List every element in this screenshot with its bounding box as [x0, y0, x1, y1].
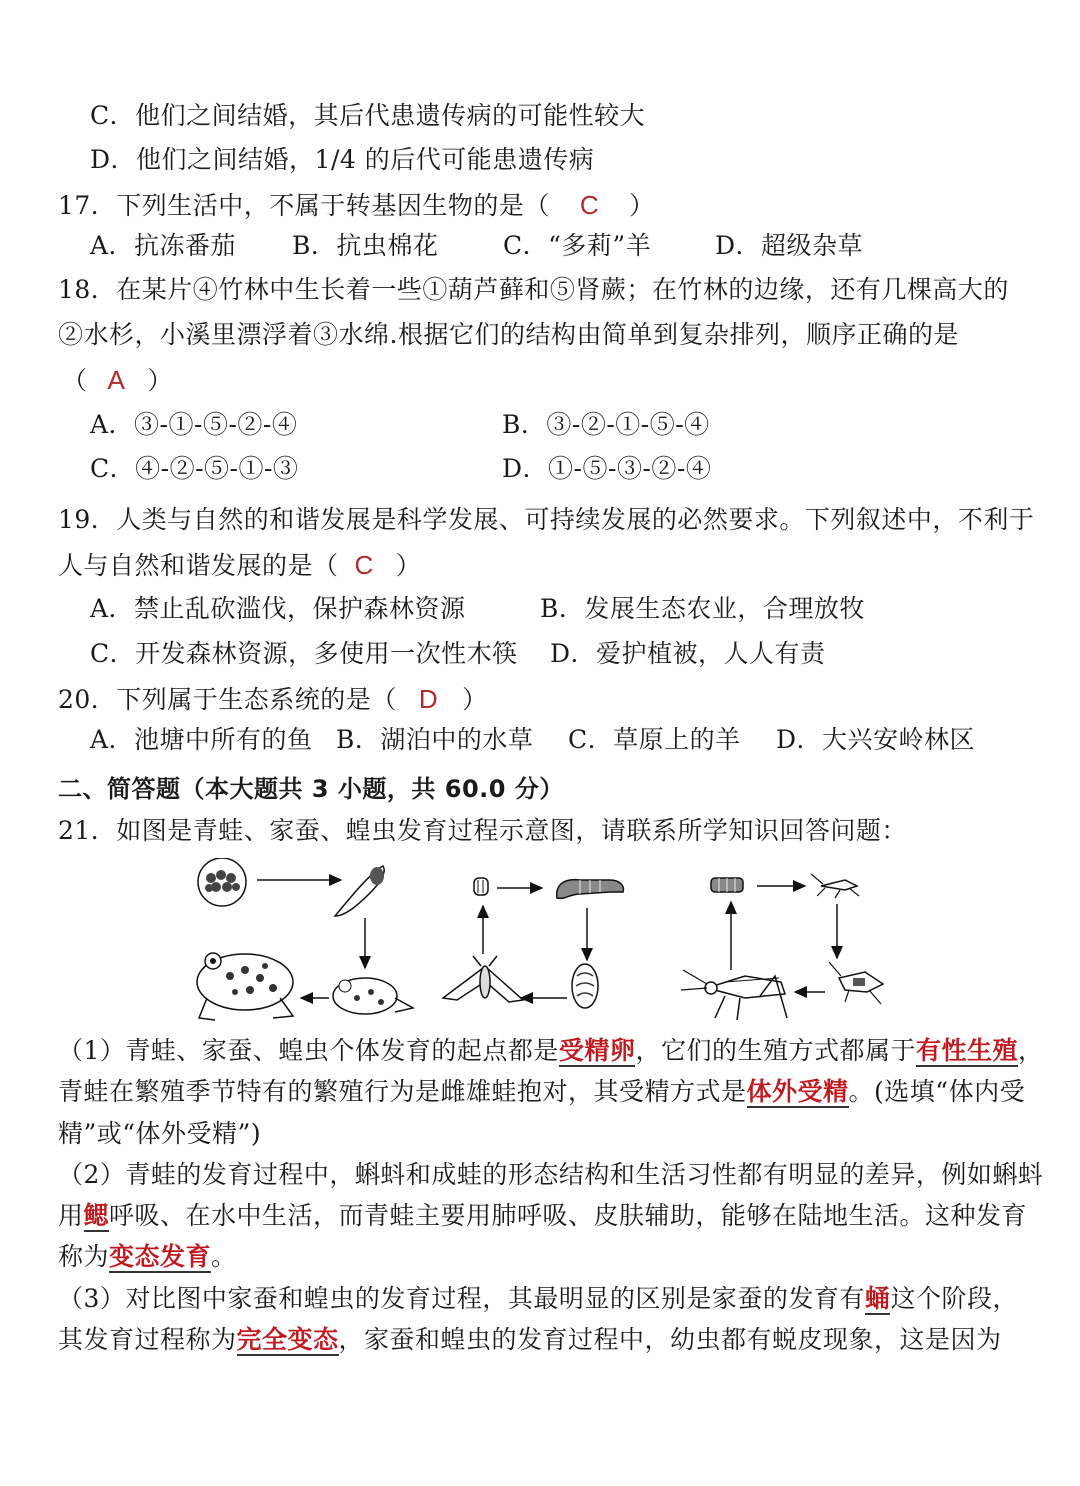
- q16-option-d: D．他们之间结婚，1/4 的后代可能患遗传病: [90, 145, 595, 174]
- q20-stem: 20．下列属于生态系统的是（ D ）: [58, 684, 488, 714]
- q18-line2: ②水杉，小溪里漂浮着③水绵.根据它们的结构由简单到复杂排列，顺序正确的是: [58, 320, 959, 349]
- q20-answer: D: [418, 684, 439, 714]
- silkworm-larva-icon: [557, 880, 624, 899]
- frog-cycle: [197, 858, 413, 1020]
- q21-part2-line2: 用鳃呼吸、在水中生活，而青蛙主要用肺呼吸、皮肤辅助，能够在陆地生活。这种发育: [58, 1201, 1028, 1230]
- q19-line2: 人与自然和谐发展的是（ C ）: [58, 550, 422, 580]
- q21-answer-pupa: 蛹: [864, 1284, 891, 1313]
- q18-answer: A: [107, 365, 126, 395]
- adult-frog-icon: [197, 953, 293, 1020]
- q18-option-a: A．③-①-⑤-②-④: [90, 410, 298, 439]
- q20-option-a: A．池塘中所有的鱼: [90, 725, 313, 754]
- silk-moth-icon: [443, 956, 523, 1002]
- q17-answer: C: [579, 190, 600, 220]
- q17-option-a: A．抗冻番茄: [90, 231, 237, 260]
- q17-stem: 17．下列生活中，不属于转基因生物的是（ C ）: [58, 190, 655, 220]
- q18-option-c: C．④-②-⑤-①-③: [90, 454, 299, 483]
- q19-line1: 19．人类与自然的和谐发展是科学发展、可持续发展的必然要求。下列叙述中，不利于: [58, 505, 1035, 534]
- q18-line1: 18．在某片④竹林中生长着一些①葫芦藓和⑤肾蕨；在竹林的边缘，还有几棵高大的: [58, 275, 1009, 304]
- nymph-large-icon: [829, 962, 883, 1004]
- q21-part3-line2: 其发育过程称为完全变态，家蚕和蝗虫的发育过程中，幼虫都有蜕皮现象，这是因为: [58, 1325, 1002, 1354]
- q18-option-b: B．③-②-①-⑤-④: [502, 410, 710, 439]
- q21-part1-line1: （1）青蛙、家蚕、蝗虫个体发育的起点都是受精卵，它们的生殖方式都属于有性生殖，: [58, 1036, 1044, 1065]
- q19-option-b: B．发展生态农业，合理放牧: [540, 594, 865, 623]
- adult-locust-icon: [681, 970, 787, 1020]
- silkworm-cycle: [443, 878, 623, 1008]
- q18-option-d: D．①-⑤-③-②-④: [502, 454, 712, 483]
- q17-option-b: B．抗虫棉花: [292, 231, 439, 260]
- q21-part1-line3: 精”或“体外受精”): [58, 1119, 262, 1148]
- silkworm-pupa-icon: [572, 964, 598, 1008]
- q21-answer-gills: 鳃: [83, 1201, 110, 1230]
- q18-answer-line: （ A ）: [62, 365, 173, 395]
- q21-answer-fertilized-egg: 受精卵: [558, 1036, 636, 1065]
- q19-answer: C: [354, 550, 374, 580]
- locust-cycle: [681, 874, 883, 1020]
- q21-part1-line2: 青蛙在繁殖季节特有的繁殖行为是雌雄蛙抱对，其受精方式是体外受精。(选填“体内受: [58, 1077, 1026, 1106]
- q21-answer-metamorphosis: 变态发育: [109, 1242, 212, 1271]
- nymph-small-icon: [811, 874, 859, 898]
- q19-option-a: A．禁止乱砍滥伐，保护森林资源: [90, 594, 466, 623]
- q17-option-c: C．“多莉”羊: [503, 231, 652, 260]
- q21-answer-complete-metamorphosis: 完全变态: [236, 1325, 339, 1354]
- q20-option-c: C．草原上的羊: [568, 725, 741, 754]
- q21-part2-line1: （2）青蛙的发育过程中，蝌蚪和成蛙的形态结构和生活习性都有明显的差异，例如蝌蚪: [58, 1160, 1044, 1189]
- q21-answer-external-fertilization: 体外受精: [746, 1077, 849, 1106]
- life-cycle-diagram: [185, 858, 885, 1028]
- q19-option-c: C．开发森林资源，多使用一次性木筷: [90, 639, 518, 668]
- q21-stem: 21．如图是青蛙、家蚕、蝗虫发育过程示意图，请联系所学知识回答问题：: [58, 816, 907, 845]
- q21-answer-sexual-reproduction: 有性生殖: [915, 1036, 1018, 1065]
- frog-egg-icon: [198, 858, 246, 906]
- q21-part2-line3: 称为变态发育。: [58, 1242, 237, 1271]
- froglet-icon: [333, 978, 413, 1014]
- q20-option-b: B．湖泊中的水草: [336, 725, 534, 754]
- silkworm-egg-icon: [474, 878, 488, 895]
- tadpole-icon: [335, 866, 384, 916]
- section-title: 二、简答题（本大题共 3 小题，共 60.0 分）: [58, 775, 564, 803]
- q20-option-d: D．大兴安岭林区: [776, 725, 976, 754]
- q21-part3-line1: （3）对比图中家蚕和蝗虫的发育过程，其最明显的区别是家蚕的发育有蛹这个阶段，: [58, 1284, 1018, 1313]
- q19-option-d: D．爱护植被，人人有责: [550, 639, 826, 668]
- q16-option-c: C．他们之间结婚，其后代患遗传病的可能性较大: [90, 101, 646, 130]
- q17-option-d: D．超级杂草: [715, 231, 864, 260]
- locust-egg-icon: [711, 878, 743, 892]
